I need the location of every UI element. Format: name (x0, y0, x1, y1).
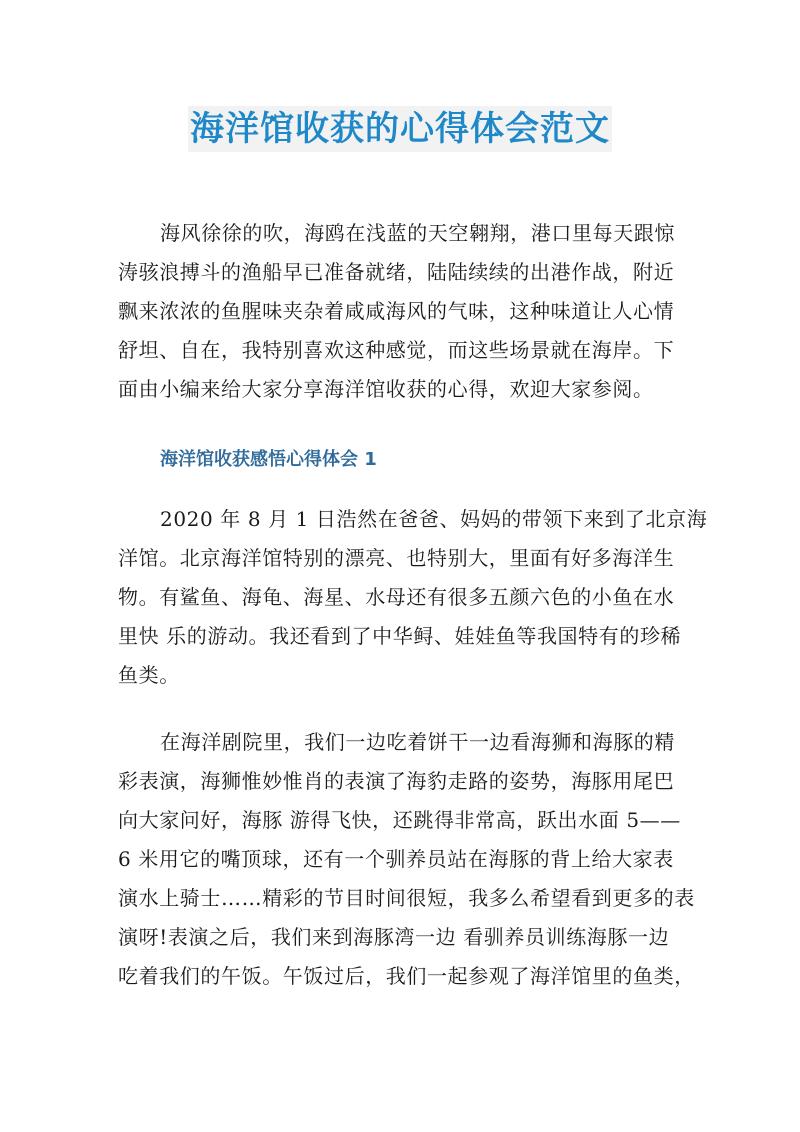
text-line: 6 米用它的嘴顶球，还有一个驯养员站在海豚的背上给大家表 (118, 847, 674, 871)
text-line: 2020 年 8 月 1 日浩然在爸爸、妈妈的带领下来到了北京海 (160, 507, 708, 531)
section1-paragraph-1 (118, 500, 708, 695)
text-line: 飘来浓浓的鱼腥味夹杂着咸咸海风的气味，这种味道让人心情 (118, 299, 675, 323)
text-line: 面由小编来给大家分享海洋馆收获的心得，欢迎大家参阅。 (118, 377, 654, 401)
text-line: 里快 乐的游动。我还看到了中华鲟、娃娃鱼等我国特有的珍稀 (118, 624, 682, 648)
document-title: 海洋馆收获的心得体会范文 (188, 106, 612, 152)
text-line: 彩表演，海狮惟妙惟肖的表演了海豹走路的姿势，海豚用尾巴 (118, 769, 675, 793)
text-line: 物。有鲨鱼、海龟、海星、水母还有很多五颜六色的小鱼在水 (118, 585, 675, 609)
text-line: 洋馆。北京海洋馆特别的漂亮、也特别大，里面有好多海洋生 (118, 546, 675, 570)
text-line: 在海洋剧院里，我们一边吃着饼干一边看海狮和海豚的精 (160, 730, 675, 754)
intro-paragraph (118, 214, 686, 409)
text-line: 演水上骑士……精彩的节目时间很短，我多么希望看到更多的表 (118, 886, 695, 910)
text-line: 鱼类。 (118, 663, 180, 687)
text-line: 海风徐徐的吹，海鸥在浅蓝的天空翱翔，港口里每天跟惊 (160, 221, 675, 245)
text-line: 向大家问好，海豚 游得飞快，还跳得非常高，跃出水面 5—— (118, 808, 681, 832)
text-line: 演呀!表演之后，我们来到海豚湾一边 看驯养员训练海豚一边 (118, 925, 670, 949)
section1-paragraph-2 (118, 723, 695, 996)
text-line: 吃着我们的午饭。午饭过后，我们一起参观了海洋馆里的鱼类， (118, 964, 695, 988)
section-heading: 海洋馆收获感悟心得体会 1 (160, 449, 377, 470)
title-container (0, 106, 800, 152)
text-line: 涛骇浪搏斗的渔船早已准备就绪，陆陆续续的出港作战，附近 (118, 260, 675, 284)
text-line: 舒坦、自在，我特别喜欢这种感觉，而这些场景就在海岸。下 (118, 338, 675, 362)
